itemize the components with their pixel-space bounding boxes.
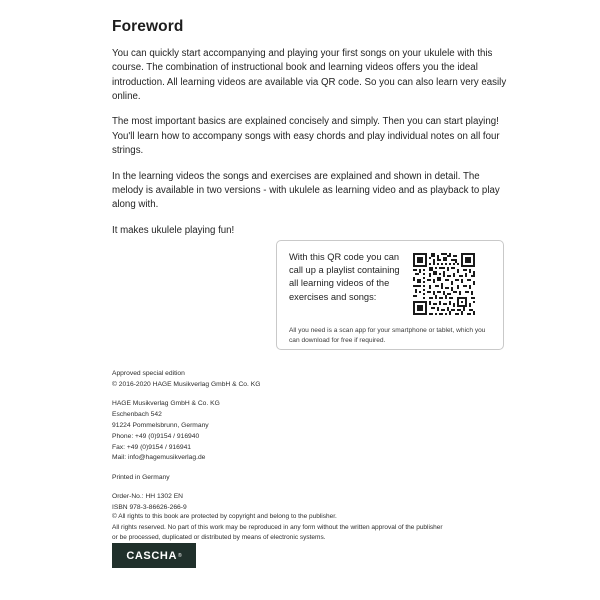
publisher-street: Eschenbach 542 xyxy=(112,411,162,419)
qr-callout-row xyxy=(289,251,491,317)
isbn: ISBN 978-3-86626-266-9 xyxy=(112,503,187,511)
publisher-name: HAGE Musikverlag GmbH & Co. KG xyxy=(112,400,220,408)
colophon-edition xyxy=(112,369,512,391)
cascha-wordmark: CASCHA xyxy=(126,549,177,562)
foreword-paragraph-1: You can quickly start accompanying and playing your first songs on your ukulele with this course. The combination of instructional book and learning videos offers you the ideal introduction. All learning videos are available via QR code. So you can also learn very easily online. xyxy=(112,48,507,103)
legal-line-1: © All rights to this book are protected by copyright and belong to the publisher. xyxy=(112,513,337,520)
colophon xyxy=(112,369,512,514)
order-number: Order-No.: HH 1302 EN xyxy=(112,493,183,501)
registered-trademark-icon: ® xyxy=(177,552,182,559)
qr-callout-note: All you need is a scan app for your smartphone or tablet, which you can download for free if required. xyxy=(289,327,486,344)
qr-code-icon[interactable] xyxy=(411,251,477,317)
cascha-logo xyxy=(112,543,196,568)
colophon-publisher xyxy=(112,399,512,464)
legal-notice xyxy=(112,512,532,544)
qr-callout-text: With this QR code you can call up a playlist containing all learning videos of the exercises and songs: xyxy=(289,252,400,302)
colophon-printed: Printed in Germany xyxy=(112,473,170,481)
publisher-phone: Phone: +49 (0)9154 / 916940 xyxy=(112,432,200,440)
publisher-mail: Mail: info@hagemusikverlag.de xyxy=(112,454,206,462)
colophon-ids xyxy=(112,492,512,514)
legal-line-3: or be processed, duplicated or distributed by means of electronic systems. xyxy=(112,534,326,542)
page-title: Foreword xyxy=(112,18,184,35)
foreword-paragraph-4: It makes ukulele playing fun! xyxy=(112,224,235,236)
publisher-fax: Fax: +49 (0)9154 / 916941 xyxy=(112,443,192,451)
colophon-edition-line-1: Approved special edition xyxy=(112,370,185,377)
legal-line-2: All rights reserved. No part of this work may be reproduced in any form without the written approval of the publisher xyxy=(112,523,443,531)
publisher-city: 91224 Pommelsbrunn, Germany xyxy=(112,421,209,429)
foreword-paragraph-3: In the learning videos the songs and exercises are explained and shown in detail. The melody is available in two versions - with ukulele as learning video and as playback to play along with. xyxy=(112,170,500,211)
qr-code-callout xyxy=(276,240,504,350)
colophon-edition-line-2: © 2016-2020 HAGE Musikverlag GmbH & Co. KG xyxy=(112,380,261,388)
foreword-paragraph-2: The most important basics are explained concisely and simply. Then you can start playing! You'll learn how to accompany songs with easy chords and play individual notes on all four strings. xyxy=(112,116,500,157)
